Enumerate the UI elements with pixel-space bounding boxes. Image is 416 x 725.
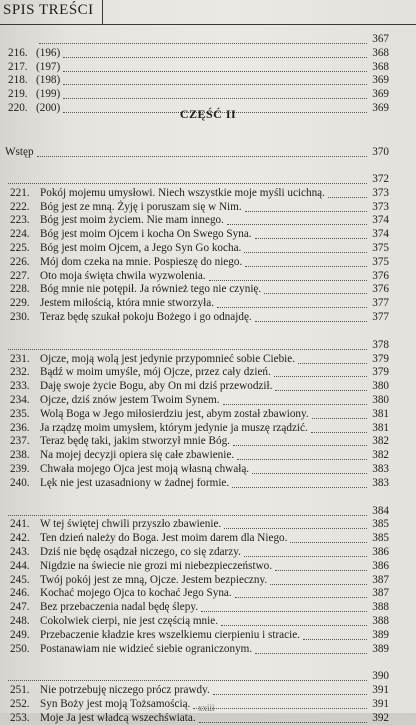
entry-number: 235. [10, 407, 30, 420]
entry-title: Dziś nie będę osądzał niczego, co się zdarzy. [40, 546, 241, 558]
leader-dots [232, 486, 367, 488]
entry-page-number: 369 [372, 74, 389, 87]
entry-page-number: 369 [372, 88, 389, 101]
toc-entry [0, 241, 416, 255]
entry-number: 236. [10, 421, 30, 434]
entry-number: 224. [10, 228, 30, 241]
entry-title: Bądź w moim umyśle, mój Ojcze, przez cały dzień. [40, 366, 271, 379]
toc-entry [0, 434, 416, 448]
entry-number: 222. [10, 200, 30, 213]
toc-entry [0, 573, 416, 587]
leader-dots [290, 541, 367, 543]
entry-page-number: 388 [372, 615, 389, 627]
entry-number: 234. [10, 394, 30, 406]
leader-dots [8, 182, 367, 184]
entry-title: Bez przebaczenia nadal będę ślepy. [40, 601, 198, 614]
entry-title: Ja rządzę moim umysłem, którym jedynie ja muszę rządzić. [40, 421, 308, 434]
entry-title: Nie potrzebuję niczego prócz prawdy. [40, 684, 210, 697]
entry-title: Kochać mojego Ojca to kochać Jego Syna. [40, 587, 232, 600]
entry-page-number: 367 [372, 33, 389, 45]
leader-dots [245, 210, 367, 212]
entry-number: 252. [10, 698, 30, 710]
entry-page-number: 385 [372, 532, 389, 545]
entry-page-number: 374 [372, 228, 389, 241]
entry-page-number: 380 [372, 380, 389, 393]
toc-entry [0, 642, 416, 656]
leader-dots [235, 596, 367, 598]
entry-number: 243. [10, 546, 30, 558]
entry-title: Nigdzie na świecie nie grozi mi niebezpieczeństwo. [40, 559, 273, 572]
entry-number: 239. [10, 463, 30, 475]
entry-number: 244. [10, 559, 30, 572]
entry-title: (199) [36, 88, 61, 101]
entry-title: Pokój mojemu umysłowi. Niech wszystkie moje myśli ucichną. [40, 186, 325, 199]
entry-number: 225. [10, 242, 30, 254]
entry-number: 237. [10, 435, 30, 448]
entry-page-number: 377 [372, 297, 389, 310]
entry-title: Daję swoje życie Bogu, aby On mi dziś przewodził. [40, 380, 273, 393]
toc-entry [0, 282, 416, 296]
entry-number: 223. [10, 214, 30, 227]
entry-title: Bóg jest ze mną. Żyję i poruszam się w Nim. [40, 200, 242, 213]
entry-title: Chwała mojego Ojca jest moją własną chwałą. [40, 463, 250, 475]
toc-entry [0, 628, 416, 642]
leader-dots [223, 403, 367, 405]
entry-number: 228. [10, 283, 30, 296]
part-title: CZĘŚĆ II [179, 107, 237, 121]
entry-page-number: 369 [372, 102, 389, 114]
toc-entry [0, 462, 416, 476]
leader-dots [217, 306, 367, 308]
entry-title: Ojcze, moją wolą jest jedynie przypomnieć sobie Ciebie. [40, 352, 296, 365]
entry-number: 253. [10, 711, 30, 724]
entry-page-number: 376 [372, 283, 389, 296]
toc-entry [0, 73, 416, 87]
entry-title: Przebaczenie kładzie kres wszelkiemu cierpieniu i stracie. [40, 628, 300, 641]
entry-title: Twój pokój jest ze mną, Ojcze. Jestem bezpieczny. [40, 573, 268, 586]
entry-title: Oto moja święta chwila wyzwolenia. [40, 269, 206, 282]
toc-entry [0, 545, 416, 559]
toc-entry [0, 476, 416, 490]
running-header [0, 0, 416, 25]
entry-title: Lęk nie jest uzasadniony w żadnej formie. [40, 476, 230, 489]
toc-entry [0, 407, 416, 421]
entry-page-number: 379 [372, 352, 389, 365]
entry-page-number: 376 [372, 269, 389, 282]
toc-entry [0, 559, 416, 573]
leader-dots [63, 70, 367, 72]
toc-entry [0, 227, 416, 241]
toc-entry [0, 87, 416, 101]
leader-dots [8, 348, 367, 350]
leader-dots [312, 417, 367, 419]
leader-dots [201, 610, 367, 612]
entry-page-number: 377 [372, 311, 389, 323]
toc-entry [0, 600, 416, 614]
entry-page-number: 372 [372, 173, 389, 185]
entry-title: Wstęp [5, 146, 34, 158]
leader-dots [244, 251, 367, 253]
leader-dots [255, 320, 367, 322]
entry-number: 240. [10, 476, 30, 489]
entry-page-number: 388 [372, 601, 389, 614]
entry-title: Moje Ja jest władcą wszechświata. [40, 711, 196, 724]
toc-entry [0, 296, 416, 310]
entry-title: Cokolwiek cierpi, nie jest częścią mnie. [40, 615, 219, 627]
entry-number: 238. [10, 449, 30, 462]
entry-title: (196) [36, 46, 61, 59]
entry-page-number: 368 [372, 60, 389, 73]
leader-dots [63, 97, 367, 99]
entry-title: W tej świętej chwili przyszło zbawienie. [40, 518, 222, 531]
entry-title: Jestem miłością, która mnie stworzyła. [40, 297, 214, 310]
toc-entry [0, 421, 416, 435]
leader-dots [252, 472, 367, 474]
toc-entry [0, 32, 416, 46]
entry-number: 227. [10, 269, 30, 282]
leader-dots [237, 458, 367, 460]
toc-entry [0, 365, 416, 379]
toc-entry [0, 310, 416, 324]
leader-dots [227, 223, 367, 225]
entry-number: 218. [8, 74, 28, 87]
entry-page-number: 370 [372, 146, 389, 158]
toc-section-heading [0, 669, 416, 683]
toc-entry [0, 614, 416, 628]
entry-number: 229. [10, 297, 30, 310]
leader-dots [303, 638, 367, 640]
entry-number: 245. [10, 573, 30, 586]
toc-section-heading [0, 504, 416, 518]
leader-dots [245, 265, 367, 267]
entry-title: Bóg jest moim życiem. Nie mam innego. [40, 214, 224, 227]
toc-entry [0, 393, 416, 407]
entry-number: 249. [10, 628, 30, 641]
entry-title: Bóg jest moim Ojcem i kocha On Swego Syna. [40, 228, 252, 241]
leader-dots [39, 42, 367, 44]
entry-title: Wolą Boga w Jego miłosierdziu jest, abym został zbawiony. [40, 407, 309, 420]
toc-entry [0, 448, 416, 462]
leader-dots [37, 155, 367, 157]
entry-number: 241. [10, 518, 30, 531]
entry-title: Na mojej decyzji opiera się całe zbawienie. [40, 449, 235, 462]
leader-dots [193, 707, 367, 709]
entry-title: Postanawiam nie widzieć siebie ograniczonym. [40, 642, 253, 655]
entry-page-number: 383 [372, 476, 389, 489]
entry-page-number: 383 [372, 463, 389, 475]
leader-dots [255, 652, 367, 654]
toc-entry [0, 531, 416, 545]
toc-entry [0, 269, 416, 283]
header-title: SPIS TREŚCI [3, 2, 94, 18]
entry-page-number: 382 [372, 449, 389, 462]
entry-page-number: 391 [372, 698, 389, 710]
entry-number: 250. [10, 642, 30, 655]
entry-number: 251. [10, 684, 30, 697]
page-footer: xxiii [198, 703, 215, 713]
leader-dots [8, 514, 367, 516]
entry-number: 220. [8, 102, 28, 114]
entry-page-number: 387 [372, 587, 389, 600]
entry-page-number: 385 [372, 518, 389, 531]
entry-title: Mój dom czeka na mnie. Pospieszę do niego. [40, 255, 243, 268]
toc-entry [0, 683, 416, 697]
leader-dots [63, 83, 367, 85]
entry-page-number: 375 [372, 255, 389, 268]
entry-number: 232. [10, 366, 30, 379]
entry-page-number: 382 [372, 435, 389, 448]
toc-entry [0, 46, 416, 60]
toc-intro [0, 145, 416, 159]
entry-page-number: 378 [372, 338, 389, 351]
leader-dots [63, 56, 367, 58]
entry-number: 231. [10, 352, 30, 365]
leader-dots [224, 527, 367, 529]
entry-title: Teraz będę szukał pokoju Bożego i go odnajdę. [40, 311, 252, 323]
entry-title: Bóg jest moim Ojcem, a Jego Syn Go kocha. [40, 242, 242, 254]
toc-entry [0, 517, 416, 531]
leader-dots [275, 569, 367, 571]
entry-title: Syn Boży jest moją Tożsamością. [40, 698, 191, 710]
header-divider [102, 0, 103, 24]
entry-page-number: 368 [372, 46, 389, 59]
entry-page-number: 389 [372, 642, 389, 655]
entry-page-number: 390 [372, 670, 389, 683]
entry-page-number: 386 [372, 546, 389, 558]
entry-title: (198) [36, 74, 61, 87]
entry-page-number: 386 [372, 559, 389, 572]
toc-entry [0, 352, 416, 366]
entry-page-number: 381 [372, 407, 389, 420]
leader-dots [213, 693, 367, 695]
toc-entry [0, 255, 416, 269]
entry-number: 226. [10, 255, 30, 268]
entry-page-number: 381 [372, 421, 389, 434]
entry-number: 246. [10, 587, 30, 600]
toc-entry [0, 586, 416, 600]
leader-dots [244, 555, 367, 557]
entry-page-number: 392 [372, 711, 389, 724]
entry-number: 221. [10, 186, 30, 199]
entry-number: 217. [8, 60, 28, 73]
leader-dots [233, 444, 367, 446]
toc-entry [0, 60, 416, 74]
leader-dots [221, 624, 367, 626]
entry-title: Ojcze, dziś znów jestem Twoim Synem. [40, 394, 220, 406]
leader-dots [264, 292, 367, 294]
entry-number: 219. [8, 88, 28, 101]
toc-section-heading [0, 172, 416, 186]
entry-page-number: 373 [372, 200, 389, 213]
leader-dots [328, 196, 367, 198]
entry-page-number: 373 [372, 186, 389, 199]
entry-page-number: 391 [372, 684, 389, 697]
toc-entry [0, 379, 416, 393]
toc-entry [0, 200, 416, 214]
entry-number: 247. [10, 601, 30, 614]
leader-dots [311, 431, 367, 433]
entry-page-number: 380 [372, 394, 389, 406]
toc-entry [0, 213, 416, 227]
leader-dots [8, 679, 367, 681]
leader-dots [274, 375, 367, 377]
entry-title: Bóg mnie nie potępił. Ja również tego nie czynię. [40, 283, 262, 296]
entry-title: (200) [36, 102, 61, 114]
leader-dots [275, 389, 367, 391]
entry-title: Teraz będę taki, jakim stworzył mnie Bóg. [40, 435, 230, 448]
entry-page-number: 379 [372, 366, 389, 379]
entry-page-number: 375 [372, 242, 389, 254]
entry-title: (197) [36, 60, 61, 73]
leader-dots [199, 721, 367, 723]
toc-section-heading [0, 338, 416, 352]
leader-dots [270, 583, 367, 585]
entry-number: 248. [10, 615, 30, 627]
leader-dots [255, 237, 367, 239]
entry-page-number: 374 [372, 214, 389, 227]
leader-dots [209, 279, 367, 281]
entry-number: 242. [10, 532, 30, 545]
entry-page-number: 384 [372, 504, 389, 517]
entry-number: 233. [10, 380, 30, 393]
entry-page-number: 389 [372, 628, 389, 641]
leader-dots [298, 362, 367, 364]
entry-page-number: 387 [372, 573, 389, 586]
entry-number: 230. [10, 311, 30, 323]
toc-entry [0, 186, 416, 200]
entry-number: 216. [8, 46, 28, 59]
entry-title: Ten dzień należy do Boga. Jest moim darem dla Niego. [40, 532, 288, 545]
